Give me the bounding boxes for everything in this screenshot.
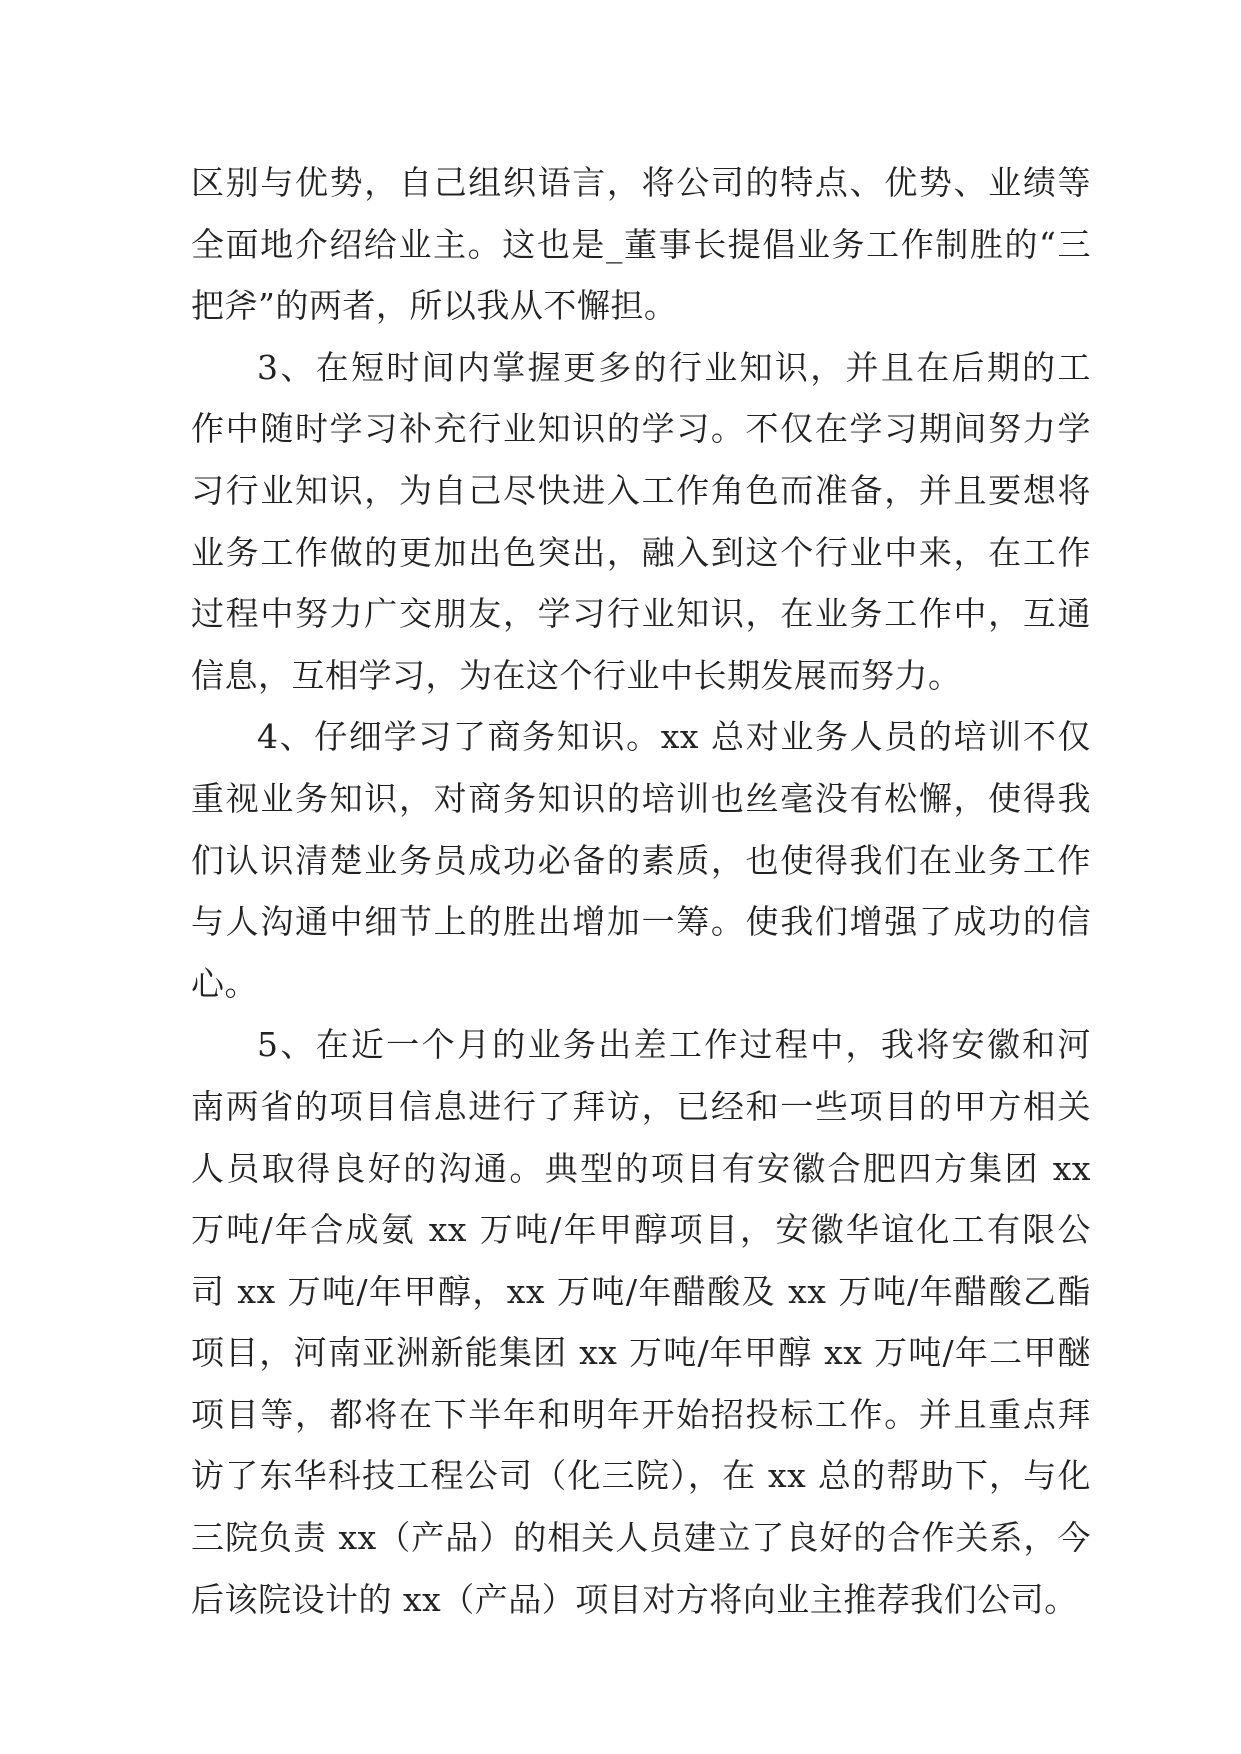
paragraph-4-line-3: 人员取得良好的沟通。典型的项目有安徽合肥四方集团 xx — [191, 1148, 1091, 1188]
paragraph-3-line-5: 心。 — [191, 963, 258, 1003]
paragraph-1-line-2: 全面地介绍给业主。这也是_董事长提倡业务工作制胜的“三 — [191, 224, 1091, 264]
paragraph-2-line-2: 作中随时学习补充行业知识的学习。不仅在学习期间努力学 — [191, 409, 1091, 449]
paragraph-2-line-1: 3、在短时间内掌握更多的行业知识，并且在后期的工 — [257, 347, 1091, 387]
paragraph-4-line-6: 项目，河南亚洲新能集团 xx 万吨/年甲醇 xx 万吨/年二甲醚 — [191, 1333, 1091, 1373]
paragraph-4-line-1: 5、在近一个月的业务出差工作过程中，我将安徽和河 — [257, 1025, 1091, 1065]
paragraph-3-line-1: 4、仔细学习了商务知识。xx 总对业务人员的培训不仅 — [257, 717, 1091, 757]
paragraph-4-line-7: 项目等，都将在下半年和明年开始招投标工作。并且重点拜 — [191, 1394, 1091, 1434]
paragraph-2-line-4: 业务工作做的更加出色突出，融入到这个行业中来，在工作 — [191, 532, 1091, 572]
paragraph-2-line-5: 过程中努力广交朋友，学习行业知识，在业务工作中，互通 — [191, 594, 1091, 634]
document-body — [191, 152, 1091, 1630]
paragraph-3-line-3: 们认识清楚业务员成功必备的素质，也使得我们在业务工作 — [191, 840, 1091, 880]
paragraph-1-line-1: 区别与优势，自己组织语言，将公司的特点、优势、业绩等 — [191, 163, 1091, 202]
paragraph-4-line-9: 三院负责 xx（产品）的相关人员建立了良好的合作关系，今 — [191, 1518, 1091, 1558]
paragraph-1-line-3: 把斧”的两者，所以我从不懈担。 — [191, 286, 678, 326]
paragraph-4-line-8: 访了东华科技工程公司（化三院），在 xx 总的帮助下，与化 — [191, 1456, 1091, 1496]
paragraph-4-line-10: 后该院设计的 xx（产品）项目对方将向业主推荐我们公司。 — [191, 1579, 1078, 1619]
paragraph-4-line-5: 司 xx 万吨/年甲醇，xx 万吨/年醋酸及 xx 万吨/年醋酸乙酯 — [191, 1271, 1091, 1311]
paragraph-2-line-6: 信息，互相学习，为在这个行业中长期发展而努力。 — [191, 655, 962, 695]
paragraph-3-line-4: 与人沟通中细节上的胜出增加一筹。使我们增强了成功的信 — [191, 902, 1091, 942]
paragraph-4-line-2: 南两省的项目信息进行了拜访，已经和一些项目的甲方相关 — [191, 1086, 1091, 1126]
paragraph-2-line-3: 习行业知识，为自己尽快进入工作角色而准备，并且要想将 — [191, 470, 1091, 510]
paragraph-3-line-2: 重视业务知识，对商务知识的培训也丝毫没有松懈，使得我 — [191, 778, 1091, 818]
paragraph-4-line-4: 万吨/年合成氨 xx 万吨/年甲醇项目，安徽华谊化工有限公 — [191, 1210, 1091, 1250]
